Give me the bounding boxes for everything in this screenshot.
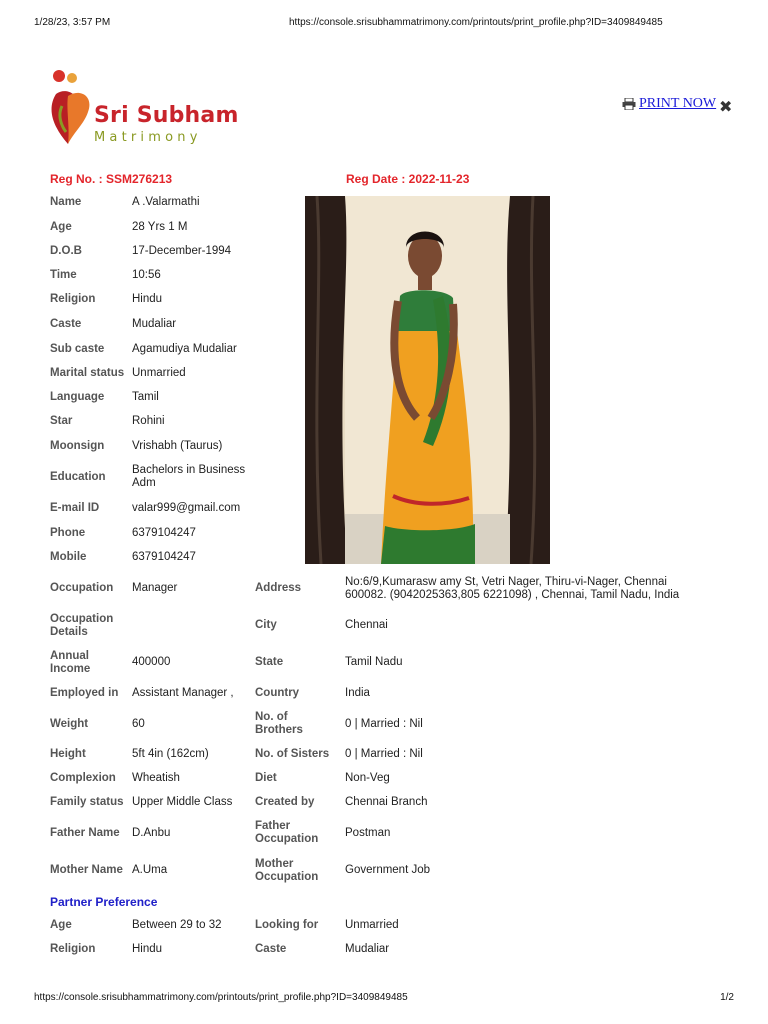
print-url: https://console.srisubhammatrimony.com/printouts/print_profile.php?ID=3409849485: [289, 17, 663, 28]
label-age: Age: [50, 221, 72, 233]
profile-photo: [305, 196, 550, 564]
label-occupation: Occupation: [50, 582, 114, 594]
value-age: 28 Yrs 1 M: [132, 221, 188, 233]
label-partner-age: Age: [50, 919, 72, 931]
label-father-occupation: Father Occupation: [255, 820, 319, 845]
label-looking-for: Looking for: [255, 919, 319, 931]
print-footer: [34, 992, 734, 1006]
value-language: Tamil: [132, 391, 159, 403]
value-created-by: Chennai Branch: [345, 796, 428, 808]
label-mother-occupation: Mother Occupation: [255, 858, 319, 883]
value-partner-age: Between 29 to 32: [132, 919, 222, 931]
value-employed-in: Assistant Manager ,: [132, 687, 234, 699]
label-father-name: Father Name: [50, 827, 120, 839]
label-height: Height: [50, 748, 86, 760]
footer-url: https://console.srisubhammatrimony.com/printouts/print_profile.php?ID=3409849485: [34, 992, 408, 1003]
value-annual-income: 400000: [132, 656, 171, 668]
label-country: Country: [255, 687, 300, 699]
label-star: Star: [50, 415, 73, 427]
label-address: Address: [255, 582, 302, 594]
print-now-label: PRINT NOW: [639, 96, 717, 111]
label-caste: Caste: [50, 318, 82, 330]
value-weight: 60: [132, 718, 145, 730]
value-complexion: Wheatish: [132, 772, 180, 784]
value-dob: 17-December-1994: [132, 245, 232, 257]
label-email: E-mail ID: [50, 502, 100, 514]
label-family-status: Family status: [50, 796, 124, 808]
value-looking-for: Unmarried: [345, 919, 399, 931]
label-mobile: Mobile: [50, 551, 87, 563]
label-employed-in: Employed in: [50, 687, 119, 699]
value-star: Rohini: [132, 415, 165, 427]
label-partner-caste: Caste: [255, 943, 287, 955]
label-annual-income: Annual Income: [50, 650, 91, 675]
label-diet: Diet: [255, 772, 277, 784]
value-father-occupation: Postman: [345, 827, 391, 839]
page-number: 1/2: [720, 992, 734, 1003]
value-mother-occupation: Government Job: [345, 864, 431, 876]
value-religion: Hindu: [132, 293, 163, 305]
label-sub-caste: Sub caste: [50, 343, 105, 355]
label-occupation-details: Occupation Details: [50, 613, 114, 638]
value-address: No:6/9,Kumarasw amy St, Vetri Nager, Thiru-vi-Nager, Chennai 600082. (9042025363,805 6221098) , Chennai, Tamil Nadu, India: [345, 576, 680, 601]
label-partner-religion: Religion: [50, 943, 96, 955]
label-language: Language: [50, 391, 105, 403]
label-religion: Religion: [50, 293, 96, 305]
value-marital-status: Unmarried: [132, 367, 186, 379]
print-now-link[interactable]: [622, 96, 716, 112]
value-height: 5ft 4in (162cm): [132, 748, 209, 760]
logo-subtitle: Matrimony: [94, 130, 202, 145]
label-time: Time: [50, 269, 77, 281]
label-created-by: Created by: [255, 796, 315, 808]
value-family-status: Upper Middle Class: [132, 796, 233, 808]
label-moonsign: Moonsign: [50, 440, 105, 452]
print-datetime: 1/28/23, 3:57 PM: [34, 17, 111, 28]
value-phone: 6379104247: [132, 527, 196, 539]
label-complexion: Complexion: [50, 772, 116, 784]
value-country: India: [345, 687, 370, 699]
reg-date: Reg Date : 2022-11-23: [346, 172, 470, 186]
value-email: valar999@gmail.com: [132, 502, 241, 514]
print-header: [34, 17, 734, 31]
label-dob: D.O.B: [50, 245, 82, 257]
reg-number: Reg No. : SSM276213: [50, 172, 173, 186]
value-city: Chennai: [345, 619, 388, 631]
label-weight: Weight: [50, 718, 89, 730]
label-name: Name: [50, 196, 82, 208]
label-city: City: [255, 619, 277, 631]
value-sub-caste: Agamudiya Mudaliar: [132, 343, 237, 355]
label-state: State: [255, 656, 284, 668]
value-state: Tamil Nadu: [345, 656, 403, 668]
value-no-of-brothers: 0 | Married : Nil: [345, 718, 423, 730]
value-education: Bachelors in Business Adm: [132, 464, 246, 489]
value-time: 10:56: [132, 269, 161, 281]
value-partner-religion: Hindu: [132, 943, 163, 955]
value-diet: Non-Veg: [345, 772, 390, 784]
label-mother-name: Mother Name: [50, 864, 123, 876]
value-moonsign: Vrishabh (Taurus): [132, 440, 223, 452]
value-father-name: D.Anbu: [132, 827, 171, 839]
value-caste: Mudaliar: [132, 318, 177, 330]
logo-title: Sri Subham: [94, 103, 239, 128]
value-no-of-sisters: 0 | Married : Nil: [345, 748, 423, 760]
label-no-of-brothers: No. of Brothers: [255, 711, 303, 736]
value-mother-name: A.Uma: [132, 864, 168, 876]
value-partner-caste: Mudaliar: [345, 943, 390, 955]
label-phone: Phone: [50, 527, 86, 539]
printer-icon: [622, 98, 636, 110]
label-no-of-sisters: No. of Sisters: [255, 748, 330, 760]
value-mobile: 6379104247: [132, 551, 196, 563]
value-occupation: Manager: [132, 582, 178, 594]
value-name: A .Valarmathi: [132, 196, 200, 208]
partner-preference-title: Partner Preference: [50, 895, 158, 909]
label-marital-status: Marital status: [50, 367, 125, 379]
label-education: Education: [50, 471, 106, 483]
close-icon[interactable]: ✖: [719, 97, 733, 116]
